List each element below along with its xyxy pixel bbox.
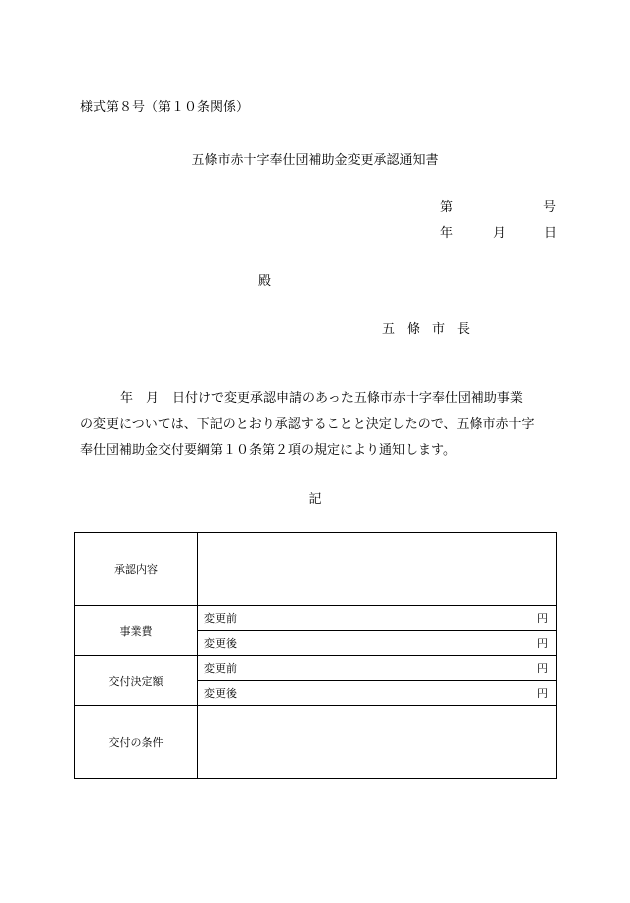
table-row bbox=[75, 706, 557, 779]
sender-char: 五 bbox=[382, 322, 396, 337]
doc-number-go: 号 bbox=[543, 200, 557, 215]
project-cost-label: 事業費 bbox=[75, 606, 198, 656]
sender-char: 條 bbox=[407, 322, 421, 337]
ki-heading: 記 bbox=[308, 492, 322, 507]
project-cost-before-cell[interactable] bbox=[198, 606, 557, 631]
yen-label: 円 bbox=[537, 637, 548, 650]
doc-number-dai: 第 bbox=[440, 200, 454, 215]
body-text bbox=[80, 386, 552, 464]
form-number: 様式第８号（第１０条関係） bbox=[80, 100, 250, 115]
sender-char: 市 bbox=[432, 322, 446, 337]
date-year: 年 bbox=[440, 226, 454, 241]
approval-content-cell[interactable] bbox=[198, 533, 557, 606]
before-label: 変更前 bbox=[204, 612, 237, 625]
before-label: 変更前 bbox=[204, 662, 237, 675]
conditions-cell[interactable] bbox=[198, 706, 557, 779]
details-table bbox=[74, 532, 557, 779]
sender bbox=[382, 318, 470, 337]
body-line: 奉仕団補助金交付要綱第１０条第２項の規定により通知します。 bbox=[80, 443, 456, 458]
project-cost-after-cell[interactable] bbox=[198, 631, 557, 656]
document-date bbox=[440, 222, 557, 241]
table-row bbox=[75, 533, 557, 606]
after-label: 変更後 bbox=[204, 637, 237, 650]
document-number bbox=[440, 196, 556, 215]
body-line: 年 月 日付けで変更承認申請のあった五條市赤十字奉仕団補助事業 bbox=[120, 391, 523, 406]
conditions-label: 交付の条件 bbox=[75, 706, 198, 779]
yen-label: 円 bbox=[537, 612, 548, 625]
yen-label: 円 bbox=[537, 687, 548, 700]
table-row bbox=[75, 656, 557, 681]
grant-amount-before-cell[interactable] bbox=[198, 656, 557, 681]
date-day: 日 bbox=[544, 226, 558, 241]
sender-char: 長 bbox=[457, 322, 471, 337]
table-row bbox=[75, 606, 557, 631]
grant-amount-label: 交付決定額 bbox=[75, 656, 198, 706]
body-line: の変更については、下記のとおり承認することと決定したので、五條市赤十字 bbox=[80, 417, 535, 432]
grant-amount-after-cell[interactable] bbox=[198, 681, 557, 706]
document-title: 五條市赤十字奉仕団補助金変更承認通知書 bbox=[191, 153, 439, 168]
after-label: 変更後 bbox=[204, 687, 237, 700]
date-month: 月 bbox=[493, 226, 507, 241]
yen-label: 円 bbox=[537, 662, 548, 675]
addressee: 殿 bbox=[258, 274, 272, 289]
approval-content-label: 承認内容 bbox=[75, 533, 198, 606]
